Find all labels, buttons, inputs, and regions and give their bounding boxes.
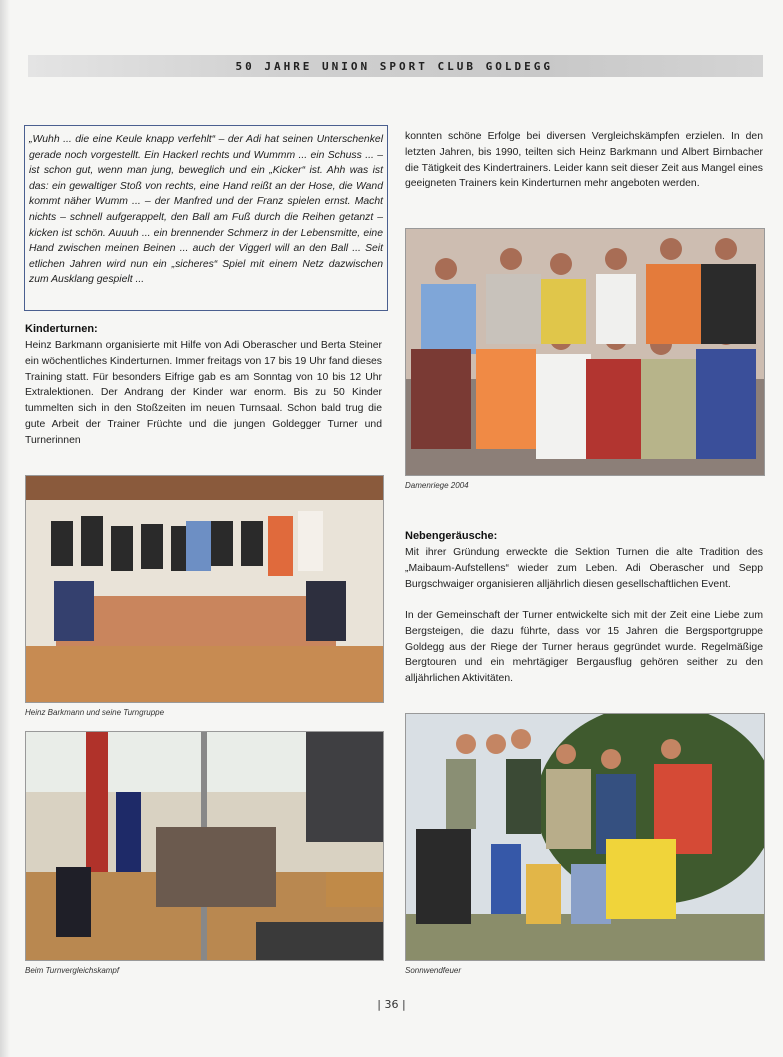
- vergleichskampf-caption: Beim Turnvergleichskampf: [25, 966, 120, 975]
- nebengeraeusche-title: Nebengeräusche:: [405, 530, 498, 542]
- page-number: | 36 |: [377, 998, 406, 1011]
- right-top-text: konnten schöne Erfolge bei diversen Vergleichskämpfen erzielen. In den letzten Jahren, bis 1990, teilten sich Heinz Barkmann und Albert Birnbacher die Tätigkeit des Kindertrainers. Leider kann seit dieser Zeit aus Mangel eines geeigneten Trainers kein Kinderturnen mehr angeboten werden.: [405, 131, 763, 190]
- damenriege-photo: [405, 228, 765, 476]
- quote-text: „Wuhh ... die eine Keule knapp verfehlt“ – der Adi hat seinen Unterschenkel gerade noch vorgestellt. Ein Hackerl rechts und Wummm ... ein Schuss ... – ist schon gut, wenn man jung, beweglich und ein „Kicker“ ist. Ahh was ist das: ein gewaltiger Stoß von rechts, eine Hand reißt an der Hose, die Wand kommt näher Wumm ... – der Manfred und der Franz spielen ernst. Macht nichts – schnell aufgerappelt, den Ball am Fuß durch die Reihen getanzt – kicken ist schön. Auuuh ... ein brennender Schmerz in der Lebensmitte, eine Hand zwischen meinen Beinen ... auch der Viggerl will an den Ball ... Seit etlichen Jahren wird nun ein „sicheres“ Spiel mit einem Netz dazwischen zum Ausklang gespielt ...: [29, 134, 383, 286]
- page-edge: [0, 0, 10, 1057]
- turngruppe-photo: [25, 475, 384, 703]
- damenriege-caption: Damenriege 2004: [405, 481, 469, 490]
- nebengeraeusche-text-1: Mit ihrer Gründung erweckte die Sektion Turnen die alte Tradition des „Maibaum-Aufstellens“ wieder zum Leben. Adi Oberascher und Sepp Burgschwaiger organisieren alljährlich diesen gesellschaftlichen Event.: [405, 547, 763, 590]
- kinderturnen-title: Kinderturnen:: [25, 323, 98, 335]
- header-banner: [28, 55, 763, 77]
- sonnwendfeuer-photo: [405, 713, 765, 961]
- header-title: 50 JAHRE UNION SPORT CLUB GOLDEGG: [235, 59, 553, 73]
- kinderturnen-text: Heinz Barkmann organisierte mit Hilfe von Adi Oberascher und Berta Steiner ein wöchentliches Kinderturnen. Immer freitags von 17 bis 19 Uhr fand dieses Training statt. Für besonders Eifrige gab es am Sonntag von 10 bis 12 Uhr Extralektionen. Der Andrang der Kinder war enorm. Bis zu 50 Kinder tummelten sich in den Stoßzeiten im neuen Turnsaal. Schon bald trug die gute Arbeit der Trainer Früchte und die jungen Goldegger Turner und Turnerinnen: [25, 340, 382, 446]
- nebengeraeusche-text-2: In der Gemeinschaft der Turner entwickelte sich mit der Zeit eine Liebe zum Bergsteigen, die dazu führte, dass vor 15 Jahren die Bergsportgruppe Goldegg aus der Riege der Turner heraus gegründet wurde. Regelmäßige Bergtouren und ein mehrtägiger Bergausflug gehören seither zu den alljährlichen Aktivitäten.: [405, 610, 763, 685]
- vergleichskampf-photo: [25, 731, 384, 961]
- sonnwendfeuer-caption: Sonnwendfeuer: [405, 966, 462, 975]
- quote-box: [24, 125, 388, 311]
- turngruppe-caption: Heinz Barkmann und seine Turngruppe: [25, 708, 165, 717]
